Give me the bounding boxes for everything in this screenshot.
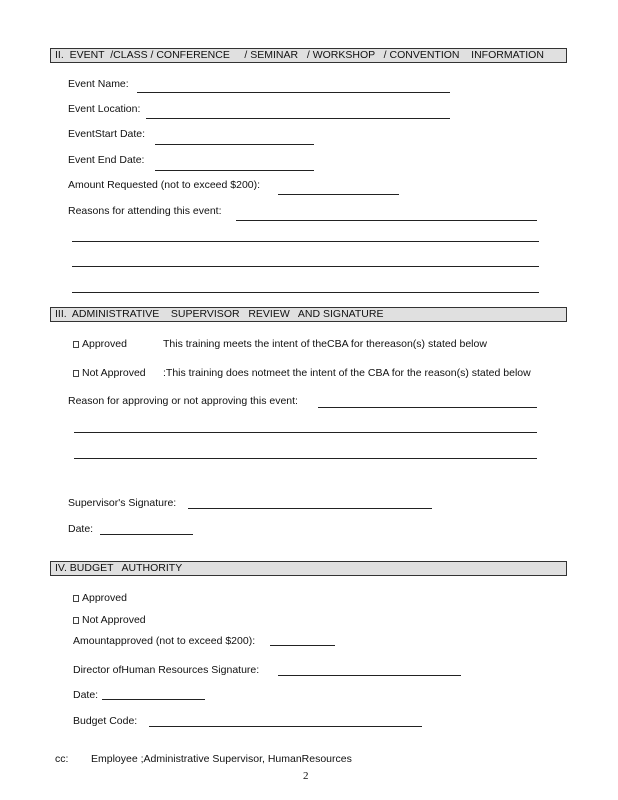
section-3-header: III. ADMINISTRATIVE SUPERVISOR REVIEW AND SIGNATURE: [50, 307, 567, 322]
budget-not-approved-option[interactable]: [73, 614, 146, 626]
supervisor-signature-field[interactable]: [188, 508, 432, 509]
event-end-date-label: Event End Date:: [68, 154, 145, 166]
budget-date-field[interactable]: [102, 699, 205, 700]
checkbox-icon[interactable]: [73, 595, 79, 602]
reasons-field-line-3[interactable]: [72, 266, 539, 267]
event-start-date-field[interactable]: [155, 144, 314, 145]
budget-approved-label: Approved: [82, 592, 127, 604]
amount-approved-label: Amountapproved (not to exceed $200):: [73, 635, 256, 647]
reason-label: Reason for approving or not approving this event:: [68, 395, 298, 407]
supervisor-signature-label: Supervisor's Signature:: [68, 497, 177, 509]
section-2-header: II. EVENT /CLASS / CONFERENCE / SEMINAR / WORKSHOP / CONVENTION INFORMATION: [50, 48, 567, 63]
amount-requested-label: Amount Requested (not to exceed $200):: [68, 179, 261, 191]
event-start-date-label: EventStart Date:: [68, 128, 146, 140]
budget-approved-option[interactable]: [73, 592, 127, 604]
event-end-date-field[interactable]: [155, 170, 314, 171]
event-name-label: Event Name:: [68, 78, 129, 90]
event-name-field[interactable]: [137, 92, 450, 93]
amount-requested-field[interactable]: [278, 194, 399, 195]
cc-label: cc:: [55, 753, 69, 765]
supervisor-not-approved-label: Not Approved: [82, 367, 146, 379]
reason-field-line-3[interactable]: [74, 458, 537, 459]
supervisor-approved-text: This training meets the intent of theCBA for thereason(s) stated below: [163, 338, 487, 350]
checkbox-icon[interactable]: [73, 370, 79, 377]
reason-field-line-2[interactable]: [74, 432, 537, 433]
budget-code-label: Budget Code:: [73, 715, 138, 727]
supervisor-date-label: Date:: [68, 523, 94, 535]
section-4-header: IV. BUDGET AUTHORITY: [50, 561, 567, 576]
reasons-field-line-1[interactable]: [236, 220, 537, 221]
director-signature-label: Director ofHuman Resources Signature:: [73, 664, 260, 676]
checkbox-icon[interactable]: [73, 341, 79, 348]
amount-approved-field[interactable]: [270, 645, 335, 646]
page-number: 2: [303, 770, 309, 782]
reason-field-line-1[interactable]: [318, 407, 537, 408]
cc-recipients: Employee ;Administrative Supervisor, HumanResources: [91, 753, 352, 765]
supervisor-approved-label: Approved: [82, 338, 127, 350]
reasons-field-line-4[interactable]: [72, 292, 539, 293]
event-location-label: Event Location:: [68, 103, 141, 115]
event-location-field[interactable]: [146, 118, 450, 119]
supervisor-approved-option[interactable]: [73, 338, 127, 350]
supervisor-date-field[interactable]: [100, 534, 193, 535]
supervisor-not-approved-text: :This training does notmeet the intent of the CBA for the reason(s) stated below: [163, 367, 531, 379]
budget-not-approved-label: Not Approved: [82, 614, 146, 626]
reasons-label: Reasons for attending this event:: [68, 205, 222, 217]
budget-code-field[interactable]: [149, 726, 422, 727]
reasons-field-line-2[interactable]: [72, 241, 539, 242]
director-signature-field[interactable]: [278, 675, 461, 676]
checkbox-icon[interactable]: [73, 617, 79, 624]
budget-date-label: Date:: [73, 689, 99, 701]
supervisor-not-approved-option[interactable]: [73, 367, 146, 379]
